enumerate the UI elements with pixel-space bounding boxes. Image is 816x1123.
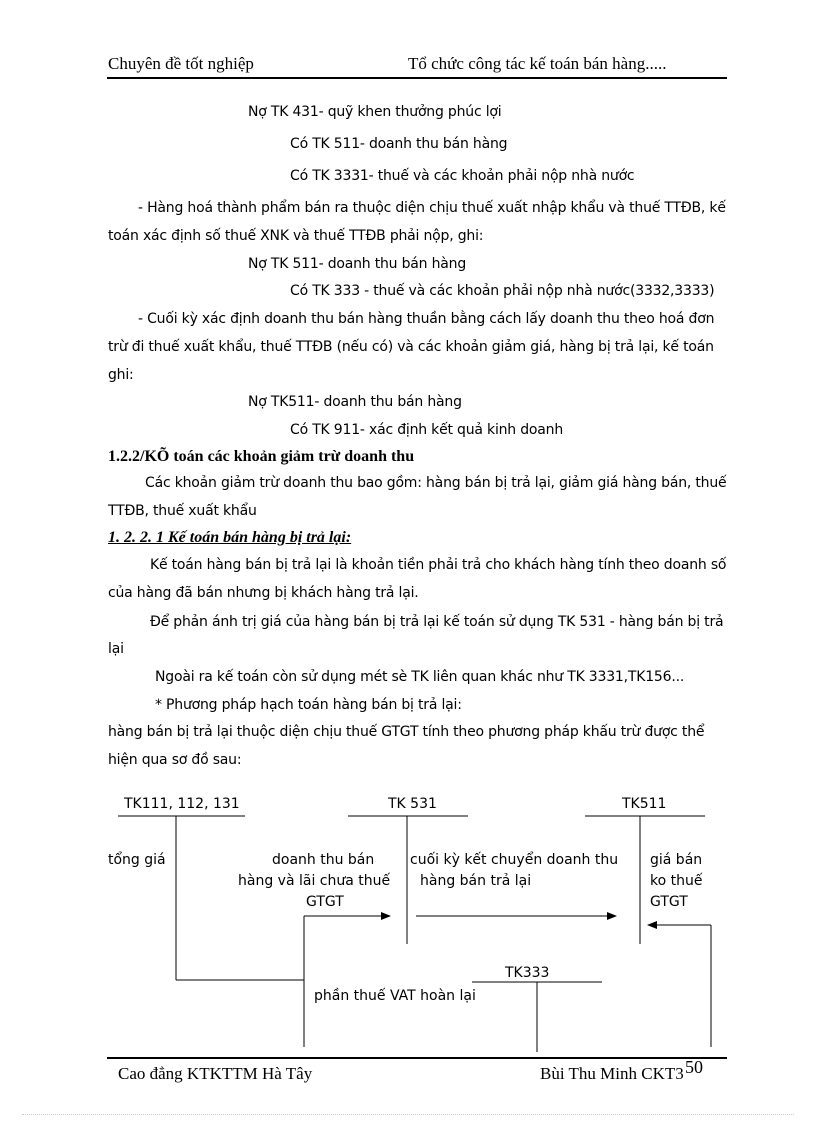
account-tk511: TK511: [622, 796, 667, 812]
entry-co-3331: Có TK 3331- thuế và các khoản phải nộp nhà nước: [290, 168, 635, 184]
label-vat-hoan-lai: phần thuế VAT hoàn lại: [314, 988, 476, 1004]
label-doanh-thu-3: GTGT: [306, 894, 344, 910]
para-ngoai-ra: Ngoài ra kế toán còn sử dụng mét sè TK liên quan khác như TK 3331,TK156...: [155, 669, 685, 685]
para-ttdb-2: toán xác định số thuế XNK và thuế TTĐB phải nộp, ghi:: [108, 228, 484, 244]
label-gia-ban-1: giá bán: [650, 852, 703, 868]
label-gia-ban-3: GTGT: [650, 894, 688, 910]
para-ttdb-1: - Hàng hoá thành phẩm bán ra thuộc diện chịu thuế xuất nhập khẩu và thuế TTĐB, kế: [138, 200, 726, 216]
page-number: 50: [685, 1057, 703, 1077]
header-left: Chuyên đề tốt nghiệp: [108, 54, 254, 73]
entry-no-511: Nợ TK 511- doanh thu bán hàng: [248, 256, 467, 272]
section-heading-1221: 1. 2. 2. 1 Kế toán bán hàng bị trả lại:: [108, 529, 352, 546]
section-heading-122: 1.2.2/KÕ toán các khoản giảm trừ doanh thu: [108, 448, 415, 465]
para-phan-anh-2: lại: [108, 641, 124, 657]
account-tk111: TK111, 112, 131: [124, 796, 240, 812]
footer-left: Cao đẳng KTKTTM Hà Tây: [118, 1064, 313, 1083]
para-cuoi-ky-1: - Cuối kỳ xác định doanh thu bán hàng thuần bằng cách lấy doanh thu theo hoá đơn: [138, 311, 715, 327]
para-cuoi-ky-2: trừ đi thuế xuất khẩu, thuế TTĐB (nếu có) và các khoản giảm giá, hàng bị trả lại, kế toán: [108, 339, 714, 355]
para-giam-tru-1: Các khoản giảm trừ doanh thu bao gồm: hàng bán bị trả lại, giảm giá hàng bán, thuế: [145, 475, 727, 491]
account-tk333: TK333: [505, 965, 550, 981]
para-ke-toan-1: Kế toán hàng bán bị trả lại là khoản tiền phải trả cho khách hàng tính theo doanh số: [150, 557, 727, 573]
label-doanh-thu-2: hàng và lãi chưa thuế: [238, 873, 391, 889]
para-gtgt-2: hiện qua sơ đồ sau:: [108, 752, 242, 768]
para-ke-toan-2: của hàng đã bán nhưng bị khách hàng trả lại.: [108, 585, 419, 601]
page-edge-dots: [22, 1114, 794, 1115]
label-tong-gia: tổng giá: [108, 852, 166, 868]
entry-no-tk511: Nợ TK511- doanh thu bán hàng: [248, 394, 462, 410]
para-phan-anh-1: Để phản ánh trị giá của hàng bán bị trả lại kế toán sử dụng TK 531 - hàng bán bị trả: [150, 614, 724, 630]
entry-no-431: Nợ TK 431- quỹ khen thưởng phúc lợi: [248, 104, 502, 120]
label-cuoi-ky-1: cuối kỳ kết chuyển doanh thu: [410, 852, 619, 868]
label-doanh-thu-1: doanh thu bán: [272, 852, 375, 868]
para-phuong-phap: * Phương pháp hạch toán hàng bán bị trả lại:: [155, 697, 462, 713]
para-gtgt-1: hàng bán bị trả lại thuộc diện chịu thuế GTGT tính theo phương pháp khấu trừ được thể: [108, 724, 705, 740]
entry-co-511: Có TK 511- doanh thu bán hàng: [290, 136, 508, 152]
entry-co-911: Có TK 911- xác định kết quả kinh doanh: [290, 422, 564, 438]
label-gia-ban-2: ko thuế: [650, 873, 703, 889]
para-cuoi-ky-3: ghi:: [108, 367, 134, 383]
header-rule: [107, 77, 727, 79]
footer-right: Bùi Thu Minh CKT3: [540, 1064, 684, 1083]
header-right: Tổ chức công tác kế toán bán hàng.....: [408, 54, 667, 73]
entry-co-333: Có TK 333 - thuế và các khoản phải nộp nhà nước(3332,3333): [290, 283, 715, 299]
footer-rule: [107, 1057, 727, 1059]
account-tk531: TK 531: [388, 796, 437, 812]
para-giam-tru-2: TTĐB, thuế xuất khẩu: [108, 503, 257, 519]
label-cuoi-ky-2: hàng bán trả lại: [420, 873, 532, 889]
